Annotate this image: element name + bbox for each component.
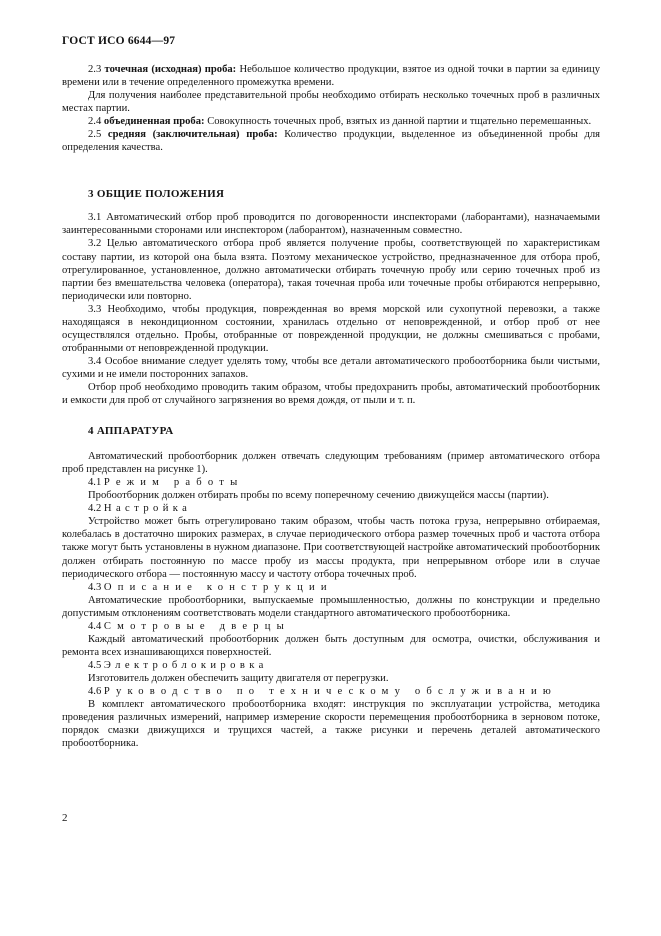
subsection-4-1-title (62, 476, 600, 489)
subsection-4-2-text: Устройство может быть отрегулировано таким образом, чтобы часть потока груза, непрерывно отбираемая, колебалась в достаточно широких размерах, в случае периодического отбора размер точечных проб и частота отбора также могут быть установлены в нужном диапазоне. При соответствующей настройке автоматический пробоотборник должен отбирать постоянную по массе пробу из массы продукта, при непрерывном отборе или в случае периодического отбора — постоянную массу и частоту отбора точечных проб. (62, 516, 600, 580)
definition: Совокупность точечных проб, взятых из данной партии и тщательно перемешанных. (204, 116, 592, 128)
subsection-title: Описание конструкции (103, 581, 333, 593)
subsection-title: Смотровые дверцы (103, 620, 290, 632)
subsection-number: 4.5 (88, 659, 102, 671)
subsection-4-5-text: Изготовитель должен обеспечить защиту двигателя от перегрузки. (88, 672, 389, 684)
subsection-4-3-text: Автоматические пробоотборники, выпускаемые промышленностью, должны по конструкции и предельно допустимым отклонениям соответствовать модели стандартного автоматического пробоотборника. (62, 594, 600, 619)
subsection-title: Руководство по техническому обслуживанию (103, 685, 557, 697)
subsection-number: 4.4 (88, 620, 102, 632)
clause-3-3: 3.3 Необходимо, чтобы продукция, поврежденная во время морской или сухопутной перевозки, а также находящаяся в некондиционном состоянии, хранилась отдельно от неповрежденной, и отбор проб от нее осуществлялся отдельно. Пробы, отобранные от поврежденной продукции, не должны смешиваться с пробами, отобранными от неповрежденной продукции. (62, 303, 600, 354)
clause-3-4: 3.4 Особое внимание следует уделять тому, чтобы все детали автоматического пробоотборника были чистыми, сухими и не имели посторонних запахов. (62, 355, 600, 380)
subsection-title: Настройка (103, 503, 192, 515)
page-number: 2 (62, 812, 68, 824)
definition: Небольшое количество продукции, взятое из одной точки в партии за единицу времени или в течение определенного промежутка времени. (62, 64, 600, 89)
clause-2-5 (62, 128, 600, 154)
clause-2-4 (62, 115, 600, 128)
subsection-4-6-title (62, 685, 600, 698)
clause-2-3 (62, 63, 600, 89)
subsection-number: 4.3 (88, 581, 102, 593)
subsection-4-5-title (62, 659, 600, 672)
subsection-4-4-title (62, 620, 600, 633)
section-4-intro: Автоматический пробоотборник должен отвечать следующим требованиям (пример автоматического отбора проб представлен на рисунке 1). (62, 451, 600, 476)
definition: Количество продукции, выделенное из объединенной пробы для определения качества. (62, 129, 600, 154)
subsection-4-6-text: В комплект автоматического пробоотборника входят: инструкция по эксплуатации устройства, методика проведения различных измерений, например измерение скорости перемещения пробоотборника в зерновом потоке, порядок смазки движущихся и трущихся частей, а также рисунки и перечень деталей автоматического пробоотборника. (62, 699, 600, 750)
term: средняя (заключительная) проба: (107, 129, 278, 141)
subsection-title: Электроблокировка (103, 659, 268, 671)
clause-number: 2.5 (88, 129, 102, 141)
term: объединенная проба: (103, 116, 205, 128)
clause-2-3-note: Для получения наиболее представительной пробы необходимо отбирать несколько точечных проб в различных местах партии. (62, 90, 600, 115)
subsection-4-4-text: Каждый автоматический пробоотборник должен быть доступным для осмотра, очистки, обслуживания и ремонта всех изнашивающихся поверхностей. (62, 633, 600, 658)
clause-3-4-cont: Отбор проб необходимо проводить таким образом, чтобы предохранить пробы, автоматический пробоотборник и емкости для проб от случайного загрязнения во время дождя, от пыли и т. п. (62, 381, 600, 407)
clause-number: 2.3 (88, 64, 102, 75)
subsection-title: Режим работы (103, 477, 244, 489)
section-3-heading: 3 ОБЩИЕ ПОЛОЖЕНИЯ (88, 188, 225, 201)
subsection-4-3-title (62, 581, 600, 594)
clause-number: 2.4 (88, 116, 102, 128)
term: точечная (исходная) проба: (104, 64, 237, 75)
section-4-heading: 4 АППАРАТУРА (88, 425, 174, 438)
document-body (62, 63, 600, 750)
document-header: ГОСТ ИСО 6644—97 (62, 35, 176, 47)
clause-3-1: 3.1 Автоматический отбор проб проводится по договоренности инспекторами (лаборантами), назначаемыми заинтересованными сторонами или инспектором (лаборантом), назначенным совместно. (62, 212, 600, 237)
subsection-number: 4.6 (88, 685, 102, 697)
subsection-number: 4.1 (88, 477, 102, 489)
subsection-4-1-text: Пробоотборник должен отбирать пробы по всему поперечному сечению движущейся массы (партии). (88, 490, 549, 502)
clause-3-2: 3.2 Целью автоматического отбора проб является получение пробы, соответствующей по характеристикам составу партии, из которой она была взята. Поэтому механическое устройство, предназначенное для отбора проб, отрегулированное, установленное, должно автоматически отбирать точечную пробу или серию точечных проб из партии без вмешательства человека (оператора), такая точечная проба или точечные пробы отбираются непрерывно, периодически или повторно. (62, 238, 600, 302)
subsection-4-2-title (62, 502, 600, 515)
subsection-number: 4.2 (88, 503, 102, 515)
